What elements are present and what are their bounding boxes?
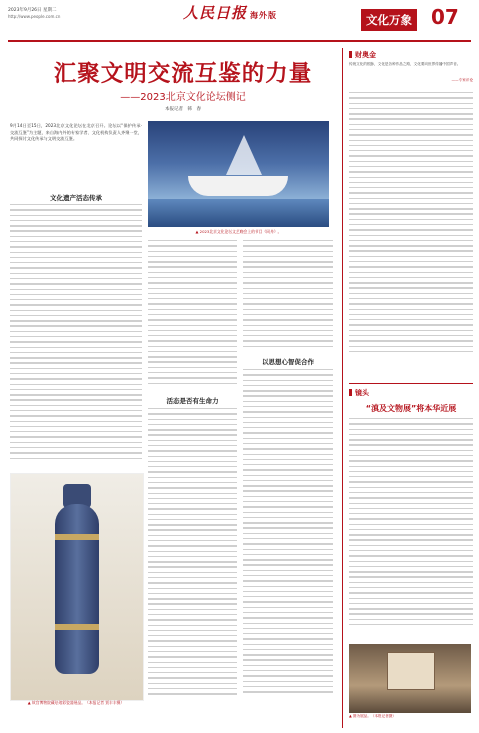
logo-suffix: 海外版: [250, 10, 278, 20]
vase-band: [55, 624, 99, 630]
artifact-photo-caption: ▲ 故宫博物院藏珐琅彩瓷器展品。（本报记者 贾丰丰摄）: [27, 700, 125, 705]
lead-photo-caption: ▲ 2023北京文化论坛文艺晚会上的节目《同舟》。: [195, 229, 282, 234]
sidebar-quote-1: 传统文化的根脉，文化是各种作品之路，文化要向世界传播中国声音。: [349, 62, 461, 66]
sidebar-divider: [349, 383, 473, 384]
article-subtitle: ——2023北京文化论坛侧记: [120, 92, 246, 103]
column-2b-body: [148, 408, 237, 708]
heading-marker: [349, 389, 352, 396]
sidebar-heading-1: [349, 50, 376, 60]
sidebar-heading-2-text: 镜头: [355, 389, 369, 397]
photo-sail-shape: [226, 135, 262, 175]
column-3b-body: [243, 369, 333, 708]
article-byline: 本报记者 韩 春: [165, 107, 201, 112]
sidebar-quote-source: ——专家评论: [451, 78, 473, 82]
article-intro: 9月14日至15日，2023北京文化论坛在北京召开。论坛以“保护传承·交流互鉴”为主题，来自海内外的专家学者、文化机构负责人齐聚一堂，共同探讨文化传承与文明交流互鉴。: [10, 123, 142, 142]
issue-date: 2023年9月26日 星期二: [8, 8, 57, 13]
heading-marker: [349, 51, 352, 58]
sidebar-quotes-body: [349, 92, 473, 380]
sidebar-photo-caption: ▲ 图为展品。（本报记者摄）: [349, 714, 397, 718]
photo-water: [148, 199, 329, 227]
column-1-body: [10, 204, 142, 468]
sidebar-box-body: [349, 418, 473, 640]
sidebar-heading-2: [349, 388, 369, 398]
logo-text: 人民日报: [183, 4, 248, 22]
subhead-1: 文化遗产活态传承: [50, 194, 102, 202]
column-3a-body: [243, 240, 333, 354]
article-title: 汇聚文明交流互鉴的力量: [53, 61, 313, 87]
column-2a-body: [148, 240, 237, 390]
site-url: http://www.people.com.cn: [8, 14, 61, 19]
artifact-photo: [10, 473, 144, 701]
photo-boat-shape: [188, 176, 288, 196]
lead-photo: [148, 121, 329, 227]
section-label: 文化万象: [361, 9, 417, 31]
sidebar-heading-1-text: 财奥金: [355, 51, 376, 59]
newspaper-logo: [183, 2, 277, 23]
page-number: 07: [431, 5, 459, 29]
sidebar-photo: [349, 644, 471, 713]
subhead-3: 活态是否有生命力: [166, 397, 219, 405]
vase-shape: [55, 504, 99, 674]
vase-band: [55, 534, 99, 540]
sidebar-box-title: “滇及文物展”将本华近展: [365, 404, 457, 413]
subhead-2: 以思想心智促合作: [262, 358, 314, 366]
exhibit-shape: [387, 652, 435, 690]
column-divider: [342, 48, 343, 728]
